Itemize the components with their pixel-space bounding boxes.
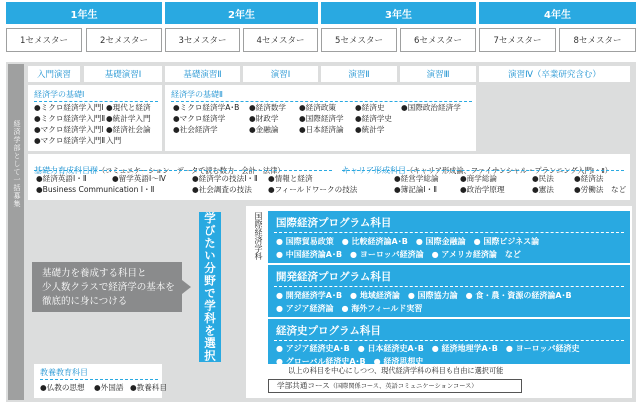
- seminar-4: 演習Ⅳ（卒業研究含む）: [479, 66, 630, 82]
- common-course-box: [268, 379, 522, 393]
- seminar-basic-2: 基礎演習Ⅱ: [165, 66, 240, 82]
- course-item: ●経済英語Ⅰ・Ⅱ: [36, 174, 87, 183]
- course-item: ●ミクロ経済学入門Ⅰ: [34, 103, 104, 112]
- course-item: ●フィールドワークの技法: [268, 185, 358, 194]
- common-course-title: 学部共通コース: [277, 381, 330, 390]
- foundation-line: 基礎力を養成する科目と: [42, 268, 147, 279]
- basics-2-col-1: [173, 102, 239, 135]
- basics-2-col-2: [249, 102, 286, 135]
- course-item: ●経済学史: [355, 114, 393, 123]
- program-line: ● 国際貿易政策 ● 比較経済論A･B ● 国際金融論 ● 国際ビジネス論: [276, 237, 540, 246]
- program-international: [268, 211, 630, 263]
- seminar-3: 演習Ⅲ: [400, 66, 476, 82]
- foundation-line: 少人数クラスで経済学の基本を: [42, 282, 175, 293]
- basics-1-col-1: [34, 102, 105, 146]
- course-item: ●政治学原理: [460, 185, 505, 194]
- elective-note: 以上の科目を中心にしつつ、現代経済学科の科目も自由に選択可能: [288, 366, 504, 375]
- course-item: ●国際政治経済学: [401, 103, 461, 112]
- side-bar: [8, 64, 24, 400]
- course-item: ●ミクロ経済学A･B: [173, 103, 240, 112]
- course-item: ●労働法 など: [574, 185, 627, 194]
- course-item: ●経済法: [574, 174, 604, 183]
- semester-3: 3セメスター: [165, 28, 240, 52]
- course-item: ●マクロ経済学: [173, 114, 226, 123]
- program-line: ● アジア経済史A･B ● 日本経済史A･B ● 経済地理学A･B ● ヨーロッパ経済史: [276, 344, 580, 353]
- foundation-line: 徹底的に身につける: [42, 296, 128, 307]
- course-item: ●Business Communication Ⅰ・Ⅱ: [36, 185, 155, 194]
- career-col-2: [460, 173, 505, 195]
- seminar-basic-1: 基礎演習Ⅰ: [84, 66, 162, 82]
- course-item: ●経済数学: [249, 103, 287, 112]
- choose-department-banner: 学びたい分野で学科を選択: [199, 212, 221, 362]
- program-development: [268, 265, 630, 317]
- course-item: ●情報と経済: [268, 174, 313, 183]
- course-item: ●社会調査の技法: [192, 185, 252, 194]
- liberal-arts-panel: [34, 364, 168, 398]
- course-item: ●財政学: [249, 114, 279, 123]
- year-2-header: 2年生: [165, 2, 318, 24]
- course-item: ●経済政策: [299, 103, 337, 112]
- semester-5: 5セメスター: [321, 28, 397, 52]
- program-line: ● グローバル経済史A･B ● 経済思想史: [276, 356, 424, 366]
- course-item: ●商学総論: [460, 174, 498, 183]
- course-item: ●留学英語Ⅰ～Ⅳ: [112, 174, 166, 183]
- career-col-3: [532, 173, 554, 195]
- foundation-box: [32, 262, 182, 312]
- basics-1-panel: [28, 85, 162, 151]
- skills-career-panel: [28, 154, 630, 200]
- program-line: ● アジア経済論 ● 海外フィールド実習: [276, 303, 423, 313]
- seminar-1: 演習Ⅰ: [243, 66, 318, 82]
- seminar-intro: 入門演習: [28, 66, 80, 82]
- program-line: ● 開発経済学A･B ● 地域経済論 ● 国際協力論 ● 食・農・資源の経済論A･B: [276, 291, 572, 300]
- basics-1-title: 経済学の基礎Ⅰ: [34, 89, 158, 102]
- career-subtitle: （キャリア形成論、ファイナンシャル・プランニング入門Ⅰ・Ⅱ）: [406, 166, 612, 175]
- course-item: ●経済史: [355, 103, 385, 112]
- department-label: 国際経済学科: [254, 212, 263, 260]
- semester-2: 2セメスター: [86, 28, 162, 52]
- course-item: ●国際経済学: [299, 114, 344, 123]
- basics-2-col-5: [401, 102, 461, 113]
- semester-1: 1セメスター: [6, 28, 82, 52]
- course-item: 入門: [106, 136, 122, 145]
- course-item: ●マクロ経済学入門Ⅱ: [34, 136, 106, 145]
- liberal-item-2: ●外国語: [94, 383, 124, 392]
- course-item: ●社会経済学: [173, 125, 218, 134]
- program-line: ● 中国経済論A･B ● ヨーロッパ経済論 ● アメリカ経済論 など: [276, 249, 521, 259]
- career-col-1: [394, 173, 439, 195]
- liberal-item-1: ●仏教の思想: [40, 383, 85, 392]
- year-1-header: 1年生: [6, 2, 162, 24]
- course-item: ●統計学: [355, 125, 385, 134]
- year-4-header: 4年生: [479, 2, 636, 24]
- foundation-arrow-icon: [182, 280, 191, 294]
- skills-col-3: [192, 173, 258, 195]
- semester-7: 7セメスター: [479, 28, 556, 52]
- skills-divider: [34, 170, 332, 171]
- course-item: ●簿記論Ⅰ・Ⅱ: [394, 185, 437, 194]
- basics-2-panel: [165, 85, 476, 151]
- side-label: 経済学部として一括募集: [13, 120, 21, 208]
- seminar-2: 演習Ⅱ: [321, 66, 397, 82]
- course-item: ●憲法: [532, 185, 554, 194]
- course-item: ●経済学の技法Ⅰ・Ⅱ: [192, 174, 258, 183]
- course-item: ●現代と経済: [106, 103, 151, 112]
- semester-8: 8セメスター: [559, 28, 636, 52]
- semester-4: 4セメスター: [243, 28, 318, 52]
- skills-subtitle: （コミュニケーション データで読む数力 会計・法律）: [98, 166, 285, 175]
- basics-2-title: 経済学の基礎Ⅱ: [171, 89, 472, 102]
- course-item: ●経済社会論: [106, 125, 151, 134]
- basics-1-col-2: [106, 102, 151, 146]
- course-item: ●マクロ経済学入門Ⅰ: [34, 125, 104, 134]
- liberal-item-3: ●教養科目: [130, 383, 168, 392]
- program-economic-history: [268, 319, 630, 364]
- course-item: ●民法: [532, 174, 554, 183]
- year-3-header: 3年生: [321, 2, 476, 24]
- course-item: ●経営学総論: [394, 174, 439, 183]
- program-title: 国際経済プログラム科目: [274, 211, 624, 233]
- program-title: 開発経済プログラム科目: [274, 265, 624, 287]
- career-title: キャリア形成科目: [342, 166, 406, 175]
- program-title: 経済史プログラム科目: [274, 319, 624, 341]
- basics-2-col-3: [299, 102, 344, 135]
- course-item: ●統計学入門: [106, 114, 151, 123]
- basics-2-col-4: [355, 102, 392, 135]
- skills-title: 基礎力育成科目群: [34, 166, 98, 175]
- course-item: ●金融論: [249, 125, 279, 134]
- liberal-arts-title: 教養教育科目: [40, 367, 158, 380]
- course-item: ●日本経済論: [299, 125, 344, 134]
- common-course-subtitle: （国際関係コース、英語コミュニケーションコース）: [329, 383, 478, 390]
- career-divider: [342, 170, 624, 171]
- course-item: ●ミクロ経済学入門Ⅱ: [34, 114, 106, 123]
- career-col-4: [574, 173, 626, 195]
- skills-col-2: [112, 173, 166, 184]
- semester-6: 6セメスター: [400, 28, 476, 52]
